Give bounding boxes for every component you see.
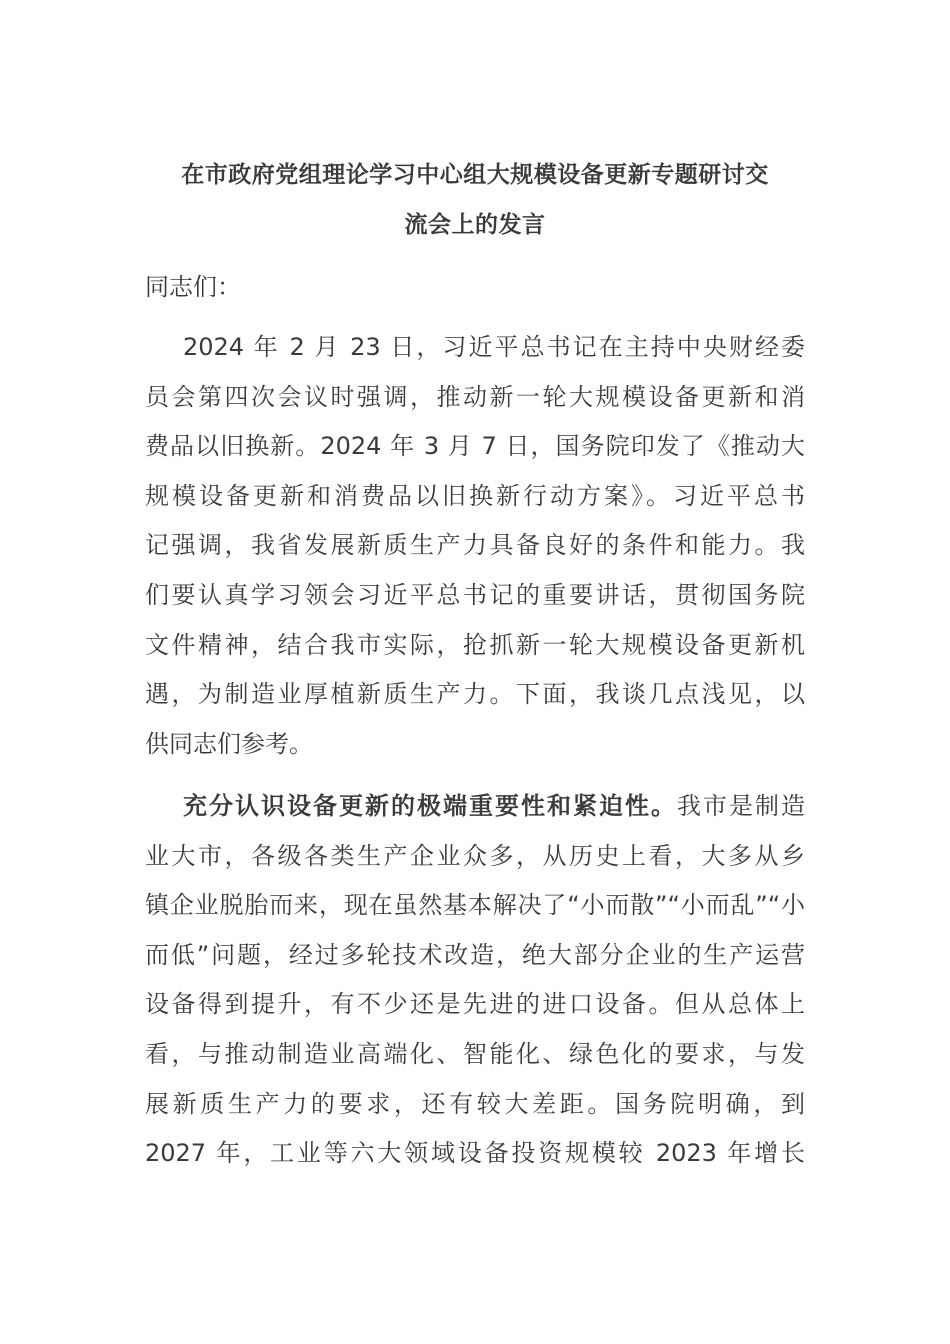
paragraph-line: 规模设备更新和消费品以旧换新行动方案》。习近平总书 [145, 481, 805, 510]
document-title [145, 150, 805, 250]
title-line: 在市政府党组理论学习中心组大规模设备更新专题研讨交 [181, 162, 769, 188]
title-line: 流会上的发言 [404, 212, 546, 238]
paragraph-line: 遇，为制造业厚植新质生产力。下面，我谈几点浅见，以 [145, 680, 805, 709]
paragraph-line: 设备得到提升，有不少还是先进的进口设备。但从总体上 [145, 990, 805, 1019]
paragraph-line: 而低”问题，经过多轮技术改造，绝大部分企业的生产运营 [145, 940, 805, 969]
section-heading: 充分认识设备更新的极端重要性和紧迫性。 [183, 792, 677, 820]
paragraph-line: 供同志们参考。 [145, 729, 313, 758]
paragraph-line: 2027 年，工业等六大领域设备投资规模较 2023 年增长 [145, 1139, 805, 1168]
paragraph-line: 员会第四次会议时强调，推动新一轮大规模设备更新和消 [145, 382, 805, 411]
paragraph-line: 2024 年 2 月 23 日，习近平总书记在主持中央财经委 [183, 333, 805, 361]
paragraph-line: 看，与推动制造业高端化、智能化、绿色化的要求，与发 [145, 1039, 805, 1068]
paragraph-line: 文件精神，结合我市实际，抢抓新一轮大规模设备更新机 [145, 630, 805, 659]
paragraph-line: 业大市，各级各类生产企业众多，从历史上看，大多从乡 [145, 841, 805, 870]
paragraph-line: 费品以旧换新。2024 年 3 月 7 日，国务院印发了《推动大 [145, 432, 805, 461]
salutation: 同志们： [145, 273, 241, 301]
paragraph-line: 镇企业脱胎而来，现在虽然基本解决了“小而散”“小而乱”“小 [145, 891, 805, 920]
paragraph-line: 记强调，我省发展新质生产力具备良好的条件和能力。我 [145, 531, 805, 560]
paragraph-text: 我市是制造 [677, 792, 805, 820]
paragraph-intro [145, 323, 805, 769]
paragraph-section-1 [145, 782, 805, 1179]
paragraph-line: 们要认真学习领会习近平总书记的重要讲话，贯彻国务院 [145, 580, 805, 609]
paragraph-line [145, 782, 805, 832]
paragraph-line: 展新质生产力的要求，还有较大差距。国务院明确，到 [145, 1089, 805, 1118]
